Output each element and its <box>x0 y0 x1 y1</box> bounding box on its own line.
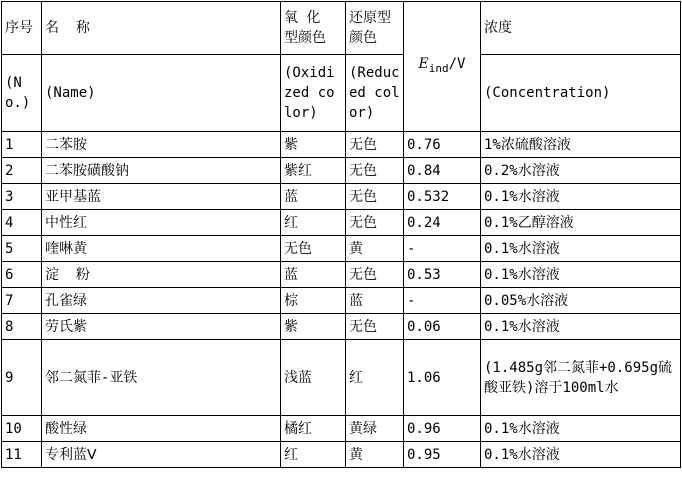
cell-oxidized-color: 蓝 <box>281 184 346 210</box>
cell-reduced-color: 黄 <box>346 236 404 262</box>
cell-reduced-color: 无色 <box>346 314 404 340</box>
cell-no: 9 <box>2 340 42 416</box>
cell-concentration: 0.1%乙醇溶液 <box>481 210 681 236</box>
cell-name: 劳氏紫 <box>42 314 281 340</box>
cell-name: 中性红 <box>42 210 281 236</box>
cell-eind: 0.95 <box>404 442 481 468</box>
cell-eind: 1.06 <box>404 340 481 416</box>
header-eind-symbol: E <box>418 56 429 73</box>
cell-reduced-color: 无色 <box>346 158 404 184</box>
cell-oxidized-color: 棕 <box>281 288 346 314</box>
cell-name: 二苯胺 <box>42 132 281 158</box>
header-oxidized-color: 氧 化 型颜色 <box>281 2 346 55</box>
cell-no: 7 <box>2 288 42 314</box>
cell-reduced-color: 无色 <box>346 184 404 210</box>
header-name-en: (Name) <box>42 55 281 132</box>
table-row <box>2 132 681 158</box>
cell-oxidized-color: 蓝 <box>281 262 346 288</box>
cell-reduced-color: 无色 <box>346 132 404 158</box>
cell-eind: - <box>404 288 481 314</box>
cell-oxidized-color: 橘红 <box>281 416 346 442</box>
cell-name: 孔雀绿 <box>42 288 281 314</box>
cell-no: 1 <box>2 132 42 158</box>
cell-eind: - <box>404 236 481 262</box>
table-row <box>2 210 681 236</box>
header-no-en: (No.) <box>2 55 42 132</box>
header-row-chinese <box>2 2 681 55</box>
cell-reduced-color: 黄 <box>346 442 404 468</box>
cell-name: 专利蓝Ⅴ <box>42 442 281 468</box>
cell-reduced-color: 无色 <box>346 262 404 288</box>
cell-no: 4 <box>2 210 42 236</box>
cell-eind: 0.76 <box>404 132 481 158</box>
cell-concentration: 0.1%水溶液 <box>481 262 681 288</box>
cell-reduced-color: 黄绿 <box>346 416 404 442</box>
header-no: 序号 <box>2 2 42 55</box>
cell-no: 5 <box>2 236 42 262</box>
cell-concentration: 0.1%水溶液 <box>481 184 681 210</box>
cell-reduced-color: 红 <box>346 340 404 416</box>
cell-oxidized-color: 紫 <box>281 132 346 158</box>
table-row <box>2 314 681 340</box>
cell-concentration: 0.1%水溶液 <box>481 416 681 442</box>
header-eind-subscript: ind <box>428 61 449 75</box>
cell-concentration: (1.485g邻二氮菲+0.695g硫酸亚铁)溶于100ml水 <box>481 340 681 416</box>
cell-no: 11 <box>2 442 42 468</box>
cell-concentration: 0.1%水溶液 <box>481 442 681 468</box>
cell-no: 2 <box>2 158 42 184</box>
cell-eind: 0.96 <box>404 416 481 442</box>
header-concentration: 浓度 <box>481 2 681 55</box>
cell-name: 亚甲基蓝 <box>42 184 281 210</box>
cell-concentration: 0.05%水溶液 <box>481 288 681 314</box>
cell-name: 淀 粉 <box>42 262 281 288</box>
indicator-table <box>1 1 681 468</box>
cell-reduced-color: 蓝 <box>346 288 404 314</box>
cell-concentration: 0.2%水溶液 <box>481 158 681 184</box>
cell-name: 酸性绿 <box>42 416 281 442</box>
header-oxidized-color-en: (Oxidized color) <box>281 55 346 132</box>
cell-oxidized-color: 紫 <box>281 314 346 340</box>
cell-eind: 0.24 <box>404 210 481 236</box>
cell-reduced-color: 无色 <box>346 210 404 236</box>
cell-no: 8 <box>2 314 42 340</box>
cell-no: 10 <box>2 416 42 442</box>
cell-no: 3 <box>2 184 42 210</box>
table-row <box>2 262 681 288</box>
cell-oxidized-color: 浅蓝 <box>281 340 346 416</box>
cell-concentration: 1%浓硫酸溶液 <box>481 132 681 158</box>
table-row <box>2 340 681 416</box>
cell-oxidized-color: 红 <box>281 210 346 236</box>
header-concentration-en: (Concentration) <box>481 55 681 132</box>
table-row <box>2 416 681 442</box>
cell-oxidized-color: 紫红 <box>281 158 346 184</box>
table-row <box>2 236 681 262</box>
cell-concentration: 0.1%水溶液 <box>481 314 681 340</box>
header-eind <box>404 2 481 132</box>
header-name: 名 称 <box>42 2 281 55</box>
header-reduced-color-en: (Reduced color) <box>346 55 404 132</box>
cell-oxidized-color: 无色 <box>281 236 346 262</box>
cell-eind: 0.53 <box>404 262 481 288</box>
cell-name: 邻二氮菲-亚铁 <box>42 340 281 416</box>
table-row <box>2 288 681 314</box>
cell-no: 6 <box>2 262 42 288</box>
cell-eind: 0.532 <box>404 184 481 210</box>
header-reduced-color: 还原型颜色 <box>346 2 404 55</box>
header-row-english <box>2 55 681 132</box>
cell-name: 二苯胺磺酸钠 <box>42 158 281 184</box>
header-eind-unit: /V <box>448 56 466 73</box>
cell-eind: 0.06 <box>404 314 481 340</box>
cell-oxidized-color: 红 <box>281 442 346 468</box>
cell-eind: 0.84 <box>404 158 481 184</box>
cell-name: 喹啉黄 <box>42 236 281 262</box>
cell-concentration: 0.1%水溶液 <box>481 236 681 262</box>
table-row <box>2 442 681 468</box>
table-row <box>2 184 681 210</box>
table-row <box>2 158 681 184</box>
